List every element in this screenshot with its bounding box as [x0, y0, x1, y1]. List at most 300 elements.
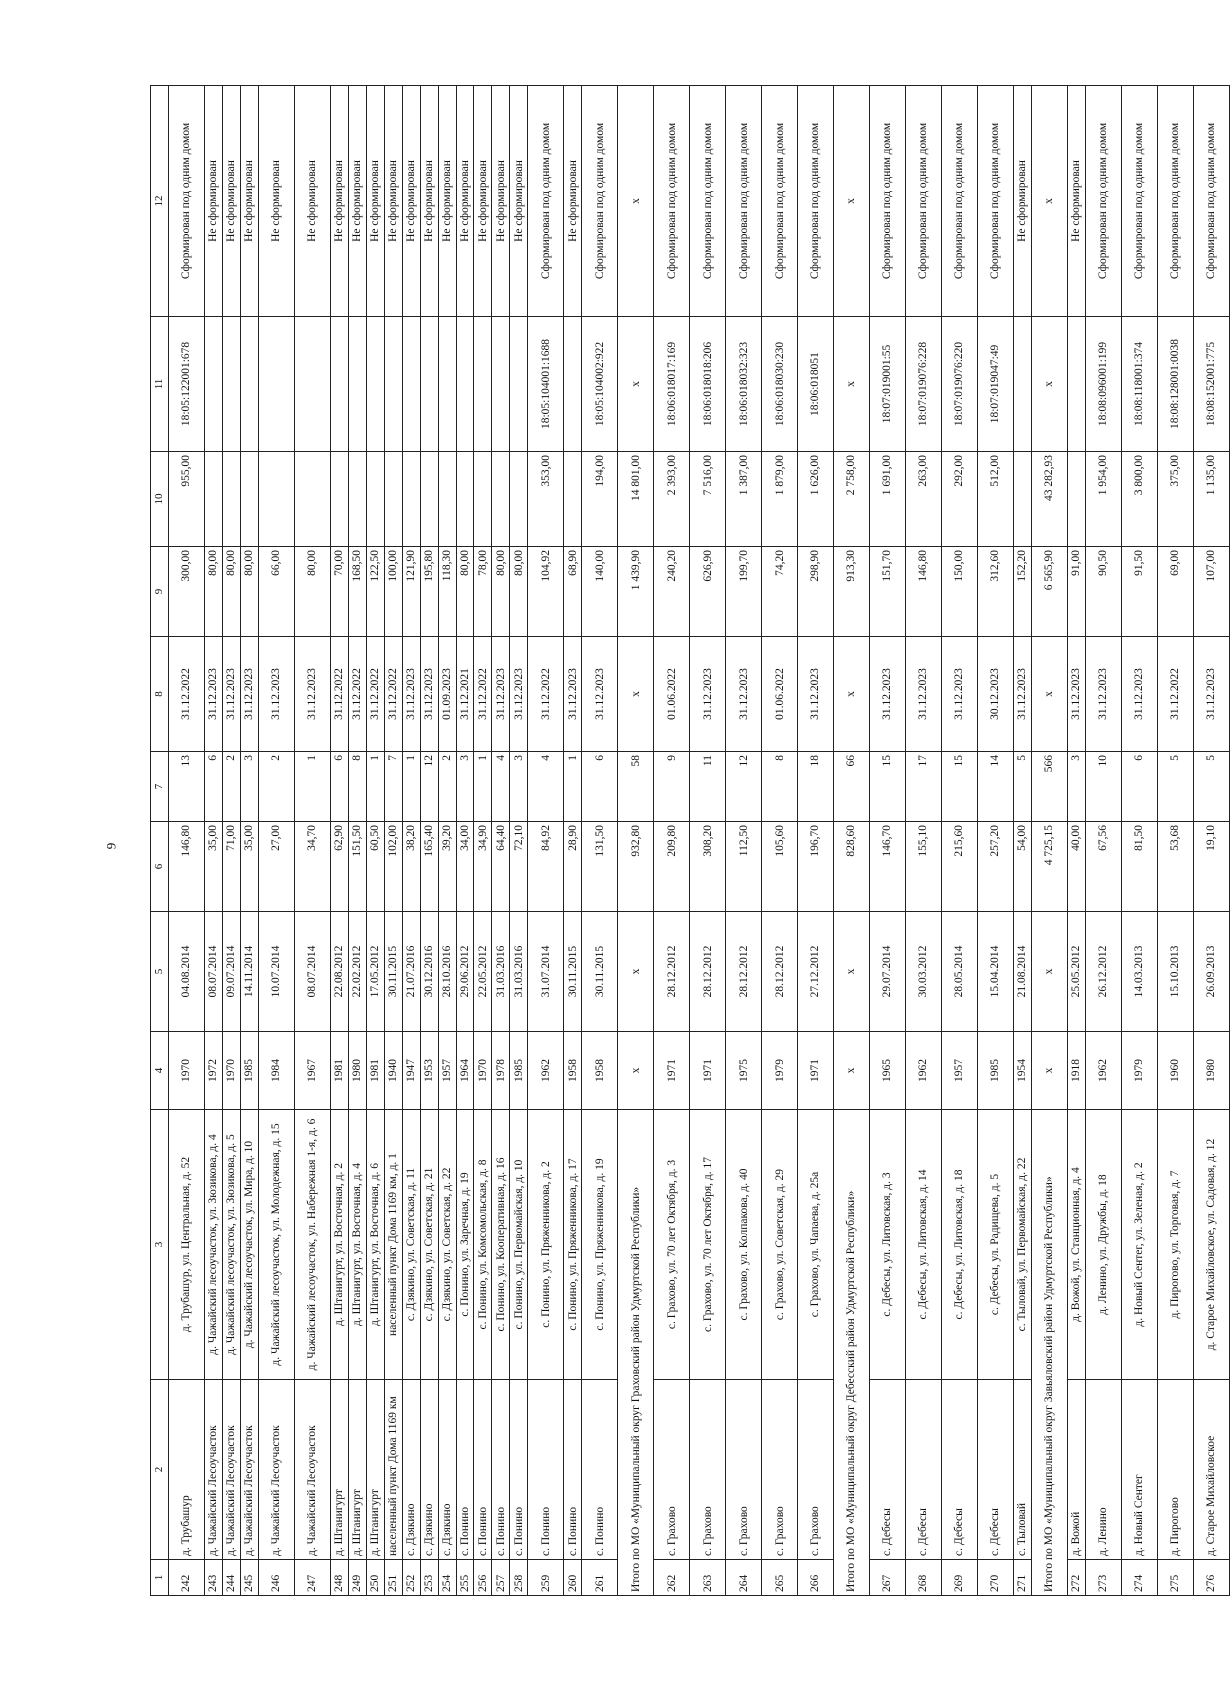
cell-deadline: 31.12.2023: [1067, 637, 1085, 752]
cell-settlement: с. Дебесы: [977, 1380, 1013, 1560]
cell-cadastral-number: [564, 317, 582, 452]
cell-settlement: с. Грахово: [654, 1380, 690, 1560]
cell-date: 22.02.2012: [348, 912, 366, 1032]
cell-date: 26.09.2013: [1193, 912, 1230, 1032]
subtotal-row: [1031, 86, 1067, 1596]
cell-address: с. Дебесы, ул. Литовская, д. 18: [941, 1110, 977, 1380]
cell-cadastral-number: 18:08:118001:374: [1121, 317, 1157, 452]
cell-build-year: 1980: [348, 1032, 366, 1110]
header-col-10: 10: [151, 452, 169, 547]
table-row: [348, 86, 366, 1596]
cell-settlement: с. Понино: [474, 1380, 492, 1560]
cell-build-year: 1953: [420, 1032, 438, 1110]
cell-area: 35,00: [240, 822, 258, 912]
header-col-6: 6: [151, 822, 169, 912]
cell-build-year: 1962: [1085, 1032, 1121, 1110]
cell-deadline: 31.12.2023: [204, 637, 222, 752]
cell-land-status: Сформирован под одним домом: [869, 86, 905, 317]
cell-land-status: Не сформирован: [384, 86, 402, 317]
cell-area: 131,50: [582, 822, 618, 912]
cell-area: 151,50: [348, 822, 366, 912]
cell-land-area: [384, 452, 402, 547]
cell-land-area: 3 800,00: [1121, 452, 1157, 547]
cell-residents: 3: [456, 752, 474, 822]
cell-row-number: 259: [528, 1560, 564, 1596]
table-row: [977, 86, 1013, 1596]
cell-build-year: 1970: [222, 1032, 240, 1110]
cell-land-area: 194,00: [582, 452, 618, 547]
cell-residents: 14: [977, 752, 1013, 822]
cell-build-year: 1958: [582, 1032, 618, 1110]
cell-land-area: [402, 452, 420, 547]
cell-deadline: 31.12.2023: [941, 637, 977, 752]
cell-land-area: [222, 452, 240, 547]
cell-address: с. Понино, ул. Кооперативная, д. 16: [492, 1110, 510, 1380]
cell-land-area: [1067, 452, 1085, 547]
cell-settlement: д. Трубашур: [168, 1380, 204, 1560]
cell-row-number: 242: [168, 1560, 204, 1596]
cell-date: 30.11.2015: [582, 912, 618, 1032]
subtotal-area: 932,80: [618, 822, 654, 912]
cell-area: 196,70: [798, 822, 834, 912]
cell-row-number: 244: [222, 1560, 240, 1596]
table-row: [222, 86, 240, 1596]
cell-cadastral-number: 18:06:018017:169: [654, 317, 690, 452]
cell-build-year: 1981: [330, 1032, 348, 1110]
cell-deadline: 01.06.2022: [654, 637, 690, 752]
cell-settlement: д. Штанигурт: [366, 1380, 384, 1560]
subtotal-residents: 66: [833, 752, 869, 822]
cell-date: 08.07.2014: [294, 912, 330, 1032]
subtotal-area-residential: 6 565,90: [1031, 547, 1067, 637]
cell-settlement: д. Вожой: [1067, 1380, 1085, 1560]
cell-area: 40,00: [1067, 822, 1085, 912]
cell-row-number: 258: [510, 1560, 528, 1596]
cell-land-area: [240, 452, 258, 547]
column-number-header-row: [151, 86, 169, 1596]
cell-residents: 6: [330, 752, 348, 822]
cell-date: 27.12.2012: [798, 912, 834, 1032]
cell-area-residential: 74,20: [762, 547, 798, 637]
cell-cadastral-number: [402, 317, 420, 452]
cell-address: д. Чажайский лесоучасток, ул. Зюзикова, д. 4: [204, 1110, 222, 1380]
cell-build-year: 1964: [456, 1032, 474, 1110]
cell-row-number: 255: [456, 1560, 474, 1596]
cell-land-status: Сформирован под одним домом: [798, 86, 834, 317]
cell-settlement: с. Понино: [510, 1380, 528, 1560]
cell-address: д. Штанигурт, ул. Восточная, д. 6: [366, 1110, 384, 1380]
cell-row-number: 271: [1013, 1560, 1031, 1596]
cell-row-number: 270: [977, 1560, 1013, 1596]
cell-area-residential: 150,00: [941, 547, 977, 637]
cell-settlement: с. Грахово: [690, 1380, 726, 1560]
cell-row-number: 246: [258, 1560, 294, 1596]
cell-land-area: [438, 452, 456, 547]
cell-cadastral-number: 18:05:104001:1688: [528, 317, 564, 452]
cell-land-area: 353,00: [528, 452, 564, 547]
cell-address: с. Понино, ул. Первомайская, д. 10: [510, 1110, 528, 1380]
cell-address: д. Чажайский лесоучасток, ул. Мира, д. 10: [240, 1110, 258, 1380]
table-row: [492, 86, 510, 1596]
cell-address: с. Дебесы, ул. Литовская, д. 3: [869, 1110, 905, 1380]
subtotal-area: 828,60: [833, 822, 869, 912]
cell-row-number: 262: [654, 1560, 690, 1596]
cell-build-year: 1984: [258, 1032, 294, 1110]
cell-address: с. Понино, ул. Пряженникова, д. 19: [582, 1110, 618, 1380]
table-row: [330, 86, 348, 1596]
cell-settlement: д. Пирогово: [1157, 1380, 1193, 1560]
cell-land-area: [258, 452, 294, 547]
subtotal-deadline: x: [1031, 637, 1067, 752]
cell-area: 38,20: [402, 822, 420, 912]
cell-area-residential: 80,00: [456, 547, 474, 637]
cell-land-status: Не сформирован: [510, 86, 528, 317]
cell-deadline: 31.12.2023: [402, 637, 420, 752]
cell-residents: 7: [384, 752, 402, 822]
cell-address: д. Штанигурт, ул. Восточная, д. 4: [348, 1110, 366, 1380]
cell-land-area: [420, 452, 438, 547]
header-col-7: 7: [151, 752, 169, 822]
cell-settlement: с. Тыловай: [1013, 1380, 1031, 1560]
cell-address: с. Грахово, ул. 70 лет Октября, д. 3: [654, 1110, 690, 1380]
cell-deadline: 31.12.2023: [690, 637, 726, 752]
cell-cadastral-number: [456, 317, 474, 452]
cell-row-number: 252: [402, 1560, 420, 1596]
cell-build-year: 1967: [294, 1032, 330, 1110]
cell-land-area: 375,00: [1157, 452, 1193, 547]
header-col-2: 2: [151, 1380, 169, 1560]
cell-residents: 12: [726, 752, 762, 822]
cell-date: 10.07.2014: [258, 912, 294, 1032]
cell-address: с. Дзякино, ул. Советская, д. 21: [420, 1110, 438, 1380]
cell-date: 29.07.2014: [869, 912, 905, 1032]
cell-deadline: 31.12.2023: [726, 637, 762, 752]
cell-residents: 6: [204, 752, 222, 822]
cell-deadline: 01.06.2022: [762, 637, 798, 752]
subtotal-deadline: x: [618, 637, 654, 752]
cell-residents: 9: [654, 752, 690, 822]
table-row: [941, 86, 977, 1596]
table-row: [510, 86, 528, 1596]
cell-residents: 2: [222, 752, 240, 822]
table-row: [366, 86, 384, 1596]
cell-cadastral-number: [222, 317, 240, 452]
cell-cadastral-number: [510, 317, 528, 452]
cell-residents: 2: [258, 752, 294, 822]
cell-cadastral-number: [294, 317, 330, 452]
subtotal-label: Итого по МО «Муниципальный округ Граховский район Удмуртской Республики»: [618, 1110, 654, 1596]
cell-cadastral-number: 18:07:019076:220: [941, 317, 977, 452]
cell-land-status: Сформирован под одним домом: [1193, 86, 1230, 317]
cell-residents: 15: [941, 752, 977, 822]
cell-build-year: 1970: [474, 1032, 492, 1110]
cell-build-year: 1970: [168, 1032, 204, 1110]
cell-build-year: 1940: [384, 1032, 402, 1110]
cell-land-area: 7 516,00: [690, 452, 726, 547]
cell-row-number: 274: [1121, 1560, 1157, 1596]
cell-date: 04.08.2014: [168, 912, 204, 1032]
cell-build-year: 1979: [1121, 1032, 1157, 1110]
cell-area: 257,20: [977, 822, 1013, 912]
cell-row-number: 253: [420, 1560, 438, 1596]
cell-deadline: 31.12.2023: [294, 637, 330, 752]
subtotal-build-year: x: [1031, 1032, 1067, 1110]
cell-residents: 1: [474, 752, 492, 822]
table-row: [1157, 86, 1193, 1596]
cell-address: д. Пирогово, ул. Торговая, д. 7: [1157, 1110, 1193, 1380]
cell-land-status: Сформирован под одним домом: [1085, 86, 1121, 317]
header-col-9: 9: [151, 547, 169, 637]
cell-row-number: 260: [564, 1560, 582, 1596]
cell-land-status: Сформирован под одним домом: [762, 86, 798, 317]
cell-area: 308,20: [690, 822, 726, 912]
table-row: [528, 86, 564, 1596]
cell-deadline: 31.12.2023: [1193, 637, 1230, 752]
cell-date: 22.08.2012: [330, 912, 348, 1032]
cell-build-year: 1958: [564, 1032, 582, 1110]
table-row: [1193, 86, 1230, 1596]
cell-settlement: с. Грахово: [762, 1380, 798, 1560]
subtotal-land-status: x: [1031, 86, 1067, 317]
subtotal-cadastral-number: x: [833, 317, 869, 452]
cell-area-residential: 68,90: [564, 547, 582, 637]
cell-address: с. Понино, ул. Заречная, д. 19: [456, 1110, 474, 1380]
cell-area: 71,00: [222, 822, 240, 912]
header-col-12: 12: [151, 86, 169, 317]
subtotal-date: x: [618, 912, 654, 1032]
cell-row-number: 267: [869, 1560, 905, 1596]
cell-cadastral-number: 18:08:096001:199: [1085, 317, 1121, 452]
cell-land-status: Сформирован под одним домом: [528, 86, 564, 317]
cell-land-status: Сформирован под одним домом: [905, 86, 941, 317]
cell-address: д. Чажайский лесоучасток, ул. Зюзикова, д. 5: [222, 1110, 240, 1380]
cell-settlement: д. Чажайский Лесоучасток: [204, 1380, 222, 1560]
cell-settlement: с. Дзякино: [402, 1380, 420, 1560]
cell-residents: 5: [1193, 752, 1230, 822]
cell-row-number: 266: [798, 1560, 834, 1596]
cell-deadline: 31.12.2023: [564, 637, 582, 752]
cell-address: с. Грахово, ул. Советская, д. 29: [762, 1110, 798, 1380]
table-row: [798, 86, 834, 1596]
table-row: [1067, 86, 1085, 1596]
cell-settlement: с. Грахово: [726, 1380, 762, 1560]
cell-address: населенный пункт Дома 1169 км, д. 1: [384, 1110, 402, 1380]
subtotal-land-status: x: [833, 86, 869, 317]
cell-cadastral-number: [438, 317, 456, 452]
cell-row-number: 257: [492, 1560, 510, 1596]
cell-land-area: 1 879,00: [762, 452, 798, 547]
table-row: [654, 86, 690, 1596]
cell-land-status: Не сформирован: [330, 86, 348, 317]
cell-build-year: 1985: [240, 1032, 258, 1110]
cell-area: 62,90: [330, 822, 348, 912]
cell-land-status: Сформирован под одним домом: [582, 86, 618, 317]
cell-residents: 10: [1085, 752, 1121, 822]
cell-area-residential: 199,70: [726, 547, 762, 637]
cell-area-residential: 66,00: [258, 547, 294, 637]
cell-build-year: 1971: [798, 1032, 834, 1110]
cell-build-year: 1947: [402, 1032, 420, 1110]
cell-residents: 5: [1013, 752, 1031, 822]
subtotal-area: 4 725,15: [1031, 822, 1067, 912]
cell-area-residential: 78,00: [474, 547, 492, 637]
cell-land-area: [348, 452, 366, 547]
cell-row-number: 265: [762, 1560, 798, 1596]
subtotal-build-year: x: [833, 1032, 869, 1110]
cell-address: д. Старое Михайловское, ул. Садовая, д. 12: [1193, 1110, 1230, 1380]
cell-settlement: с. Грахово: [798, 1380, 834, 1560]
cell-cadastral-number: 18:08:152001:775: [1193, 317, 1230, 452]
cell-deadline: 30.12.2023: [977, 637, 1013, 752]
subtotal-label: Итого по МО «Муниципальный округ Завьяловский район Удмуртской Республики»: [1031, 1110, 1067, 1596]
cell-deadline: 31.12.2021: [456, 637, 474, 752]
subtotal-land-area: 43 282,93: [1031, 452, 1067, 547]
cell-area: 155,10: [905, 822, 941, 912]
cell-date: 26.12.2012: [1085, 912, 1121, 1032]
cell-settlement: д. Чажайский Лесоучасток: [222, 1380, 240, 1560]
cell-area-residential: 146,80: [905, 547, 941, 637]
cell-row-number: 275: [1157, 1560, 1193, 1596]
subtotal-date: x: [1031, 912, 1067, 1032]
cell-build-year: 1971: [654, 1032, 690, 1110]
cell-address: д. Чажайский лесоучасток, ул. Молодежная, д. 15: [258, 1110, 294, 1380]
cell-build-year: 1965: [869, 1032, 905, 1110]
cell-build-year: 1954: [1013, 1032, 1031, 1110]
cell-land-area: 512,00: [977, 452, 1013, 547]
cell-date: 09.07.2014: [222, 912, 240, 1032]
cell-row-number: 261: [582, 1560, 618, 1596]
cell-build-year: 1978: [492, 1032, 510, 1110]
cell-date: 21.08.2014: [1013, 912, 1031, 1032]
cell-land-area: 263,00: [905, 452, 941, 547]
cell-date: 30.03.2012: [905, 912, 941, 1032]
cell-area: 209,80: [654, 822, 690, 912]
subtotal-land-area: 14 801,00: [618, 452, 654, 547]
cell-residents: 18: [798, 752, 834, 822]
cell-settlement: с. Понино: [564, 1380, 582, 1560]
table-row: [726, 86, 762, 1596]
cell-build-year: 1962: [528, 1032, 564, 1110]
cell-build-year: 1980: [1193, 1032, 1230, 1110]
subtotal-date: x: [833, 912, 869, 1032]
cell-residents: 8: [348, 752, 366, 822]
cell-land-status: Не сформирован: [456, 86, 474, 317]
cell-row-number: 245: [240, 1560, 258, 1596]
cell-settlement: д. Чажайский Лесоучасток: [258, 1380, 294, 1560]
cell-deadline: 31.12.2022: [384, 637, 402, 752]
cell-area: 53,68: [1157, 822, 1193, 912]
cell-land-status: Не сформирован: [258, 86, 294, 317]
cell-land-status: Не сформирован: [348, 86, 366, 317]
table-row: [869, 86, 905, 1596]
cell-area: 81,50: [1121, 822, 1157, 912]
cell-area-residential: 80,00: [240, 547, 258, 637]
header-col-4: 4: [151, 1032, 169, 1110]
cell-residents: 2: [438, 752, 456, 822]
cell-row-number: 247: [294, 1560, 330, 1596]
cell-land-area: 2 393,00: [654, 452, 690, 547]
cell-address: с. Дебесы, ул. Радищева, д. 5: [977, 1110, 1013, 1380]
cell-date: 17.05.2012: [366, 912, 384, 1032]
table-row: [690, 86, 726, 1596]
cell-land-status: Не сформирован: [222, 86, 240, 317]
cell-area: 146,80: [168, 822, 204, 912]
cell-area-residential: 122,50: [366, 547, 384, 637]
cell-address: с. Дзякино, ул. Советская, д. 22: [438, 1110, 456, 1380]
cell-area: 105,60: [762, 822, 798, 912]
cell-area-residential: 80,00: [510, 547, 528, 637]
cell-address: с. Понино, ул. Комсомольская, д. 8: [474, 1110, 492, 1380]
cell-cadastral-number: 18:06:018051: [798, 317, 834, 452]
cell-area-residential: 152,20: [1013, 547, 1031, 637]
cell-row-number: 250: [366, 1560, 384, 1596]
cell-land-area: [204, 452, 222, 547]
cell-date: 14.11.2014: [240, 912, 258, 1032]
cell-area-residential: 312,60: [977, 547, 1013, 637]
subtotal-area-residential: 1 439,90: [618, 547, 654, 637]
cell-residents: 3: [510, 752, 528, 822]
cell-area: 165,40: [420, 822, 438, 912]
cell-area: 60,50: [366, 822, 384, 912]
cell-settlement: с. Понино: [456, 1380, 474, 1560]
table-row: [456, 86, 474, 1596]
cell-cadastral-number: [384, 317, 402, 452]
cell-cadastral-number: [492, 317, 510, 452]
cell-settlement: д. Чажайский Лесоучасток: [294, 1380, 330, 1560]
cell-area-residential: 121,90: [402, 547, 420, 637]
table-row: [905, 86, 941, 1596]
cell-residents: 17: [905, 752, 941, 822]
cell-land-status: Не сформирован: [564, 86, 582, 317]
cell-land-status: Не сформирован: [438, 86, 456, 317]
housing-registry-table: [150, 85, 1230, 1596]
cell-area: 34,00: [456, 822, 474, 912]
header-col-8: 8: [151, 637, 169, 752]
cell-address: д. Чажайский лесоучасток, ул. Набережная 1-я, д. 6: [294, 1110, 330, 1380]
cell-settlement: с. Дебесы: [905, 1380, 941, 1560]
cell-cadastral-number: 18:06:018018:206: [690, 317, 726, 452]
cell-deadline: 31.12.2022: [474, 637, 492, 752]
cell-address: д. Новый Сентег, ул. Зеленая, д. 2: [1121, 1110, 1157, 1380]
subtotal-residents: 566: [1031, 752, 1067, 822]
cell-cadastral-number: [420, 317, 438, 452]
cell-settlement: д. Штанигурт: [330, 1380, 348, 1560]
table-row: [1013, 86, 1031, 1596]
cell-row-number: 243: [204, 1560, 222, 1596]
cell-deadline: 31.12.2023: [905, 637, 941, 752]
cell-land-area: [510, 452, 528, 547]
cell-deadline: 31.12.2022: [1157, 637, 1193, 752]
cell-settlement: с. Дебесы: [869, 1380, 905, 1560]
cell-land-area: 1 954,00: [1085, 452, 1121, 547]
cell-land-status: Сформирован под одним домом: [977, 86, 1013, 317]
cell-land-status: Не сформирован: [1013, 86, 1031, 317]
cell-row-number: 256: [474, 1560, 492, 1596]
cell-residents: 6: [1121, 752, 1157, 822]
table-row: [582, 86, 618, 1596]
cell-area: 84,92: [528, 822, 564, 912]
cell-address: с. Грахово, ул. Чапаева, д. 25а: [798, 1110, 834, 1380]
header-col-3: 3: [151, 1110, 169, 1380]
cell-settlement: д. Штанигурт: [348, 1380, 366, 1560]
cell-land-status: Сформирован под одним домом: [168, 86, 204, 317]
cell-row-number: 264: [726, 1560, 762, 1596]
subtotal-cadastral-number: x: [1031, 317, 1067, 452]
cell-date: 28.12.2012: [690, 912, 726, 1032]
cell-row-number: 249: [348, 1560, 366, 1596]
cell-date: 22.05.2012: [474, 912, 492, 1032]
cell-cadastral-number: 18:06:018030:230: [762, 317, 798, 452]
